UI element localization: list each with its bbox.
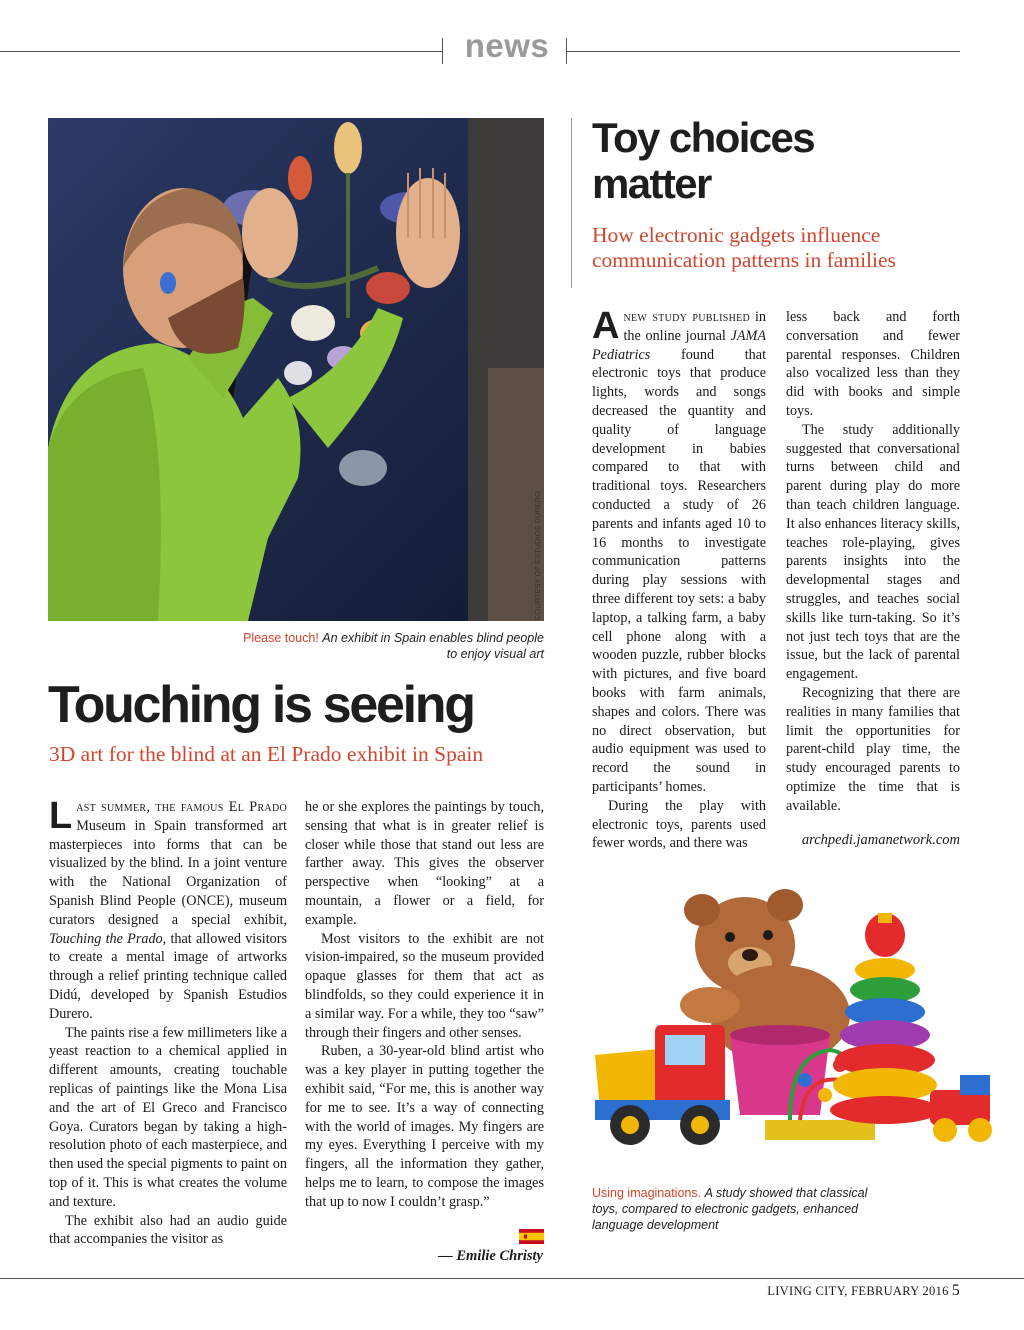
- lead-in-1: ast summer, the famous El Prado: [76, 799, 287, 815]
- article2-column-1: [592, 305, 767, 853]
- article2-text-1b: found that electronic toys that produce lights, words and songs decreased the quantity and quality of language development in babies compared to that with traditional toys. Researchers conducted a study of 26 parents and infants aged 10 to 16 months to investigate communication patterns during play sessions with three different toy sets: a baby laptop, a talking farm, a baby cell phone along with a wooden puzzle, rubber blocks with pictures, and five board books with farm animals, shapes and colors. There was no direct observation, but audio equipment was used to record the sound in participants’ homes.: [592, 346, 767, 795]
- article1-column-2: [305, 798, 544, 1212]
- article2-paragraph-4: The study additionally suggested that conversational turns between child and parent during play do more than teach children language. It also enhances literacy skills, teaches role-playing, gives parents insights into the developmental stages and struggles, and teaches social skills like turn-taking. So it’s not just tech toys that are the issue, but the lack of parental engagement.: [786, 421, 960, 683]
- page-number: 5: [951, 1282, 960, 1299]
- article1-paragraph-1: [49, 795, 287, 1024]
- article1-byline: — Emilie Christy: [438, 1248, 543, 1264]
- lead-in-2: new study published: [623, 309, 751, 325]
- article2-paragraph-3: less back and forth conversation and fewer parental responses. Children also vocalized less than they did with books and simple toys.: [786, 309, 960, 419]
- exhibit-title: Touching the Prado: [49, 930, 163, 947]
- toys-photo: [590, 875, 1010, 1175]
- article1-paragraph-4: he or she explores the paintings by touch, sensing that what is in greater relief is closer while those that stand out less are farther away. This gives the observer perspective when “looking” at a mountain, a flower or a field, for example.: [305, 799, 544, 928]
- dropcap-a: A: [592, 305, 620, 347]
- article2-headline-line1: Toy choices: [592, 114, 815, 161]
- article2-headline: [592, 115, 814, 207]
- article1-text-1b: , that allowed visitors to create a mental image of artworks through a relief printing technique called Didú, developed by Spanish Estudios Durero.: [49, 930, 287, 1022]
- article2-text-1a: in the online journal: [623, 309, 767, 344]
- dropcap-l: L: [49, 795, 73, 837]
- article2-headline-line2: matter: [592, 160, 711, 207]
- caption-text-1: An exhibit in Spain enables blind people to enjoy visual art: [322, 631, 544, 661]
- article1-paragraph-6: Ruben, a 30-year-old blind artist who was a key player in putting together the exhibit said, “For me, this is another way for me to see. It’s a way of connecting with the world of images. My fingers are my eyes. Everything I perceive with my fingers, all the information they gather, helps me to learn, to compose the images that up to now I couldn’t grasp.”: [305, 1043, 544, 1210]
- journal-name: JAMA Pediatrics: [592, 327, 766, 363]
- article1-text-1a: Museum in Spain transformed art masterpieces into forms that can be visualized by the blind. In a joint venture with the National Organization of Spanish Blind People (ONCE), museum curators designed a special exhibit,: [49, 817, 287, 928]
- publication-name: LIVING CITY, FEBRUARY 2016: [767, 1284, 949, 1298]
- footer-rule: [0, 1278, 1024, 1279]
- article1-paragraph-3: The exhibit also had an audio guide that accompanies the visitor as: [49, 1212, 287, 1248]
- header-rule-right: [566, 51, 960, 52]
- exhibit-photo: [48, 118, 544, 621]
- article2-source: archpedi.jamanetwork.com: [801, 832, 960, 848]
- article1-paragraph-5: Most visitors to the exhibit are not vision-impaired, so the museum provided opaque glasses for them that act as blindfolds, so they could experience it in a similar way. For a while, they too “saw” through their fingers and other senses.: [305, 930, 544, 1041]
- photo-credit-1: COURTESY OF ESTUDIOS DURERO: [533, 491, 542, 620]
- spain-flag-icon: [519, 1229, 544, 1244]
- article2-paragraph-5: Recognizing that there are realities in many families that limit the opportunities for parent-child play time, the study encouraged parents to optimize the time that is available.: [786, 684, 960, 814]
- exhibit-photo-illustration: [48, 118, 544, 621]
- toys-photo-illustration: [590, 875, 1010, 1175]
- photo-caption-1: [230, 630, 544, 662]
- header-rule-left: [0, 51, 442, 52]
- header-tick-left: [442, 38, 443, 64]
- article2-column-2: [786, 308, 960, 816]
- photo-caption-2: [592, 1185, 892, 1233]
- page-folio: [767, 1282, 960, 1300]
- column-rule: [571, 118, 572, 288]
- article2-dek-line1: How electronic gadgets influence: [592, 223, 881, 247]
- article2-paragraph-1: [592, 305, 767, 797]
- caption-lead-1: Please touch!: [243, 631, 319, 645]
- article2-dek-line2: communication patterns in families: [592, 248, 896, 272]
- section-label: news: [464, 27, 550, 64]
- article2-dek: [592, 223, 896, 273]
- article1-paragraph-2: The paints rise a few millimeters like a yeast reaction to a chemical applied in different amounts, creating touchable replicas of paintings like the Mona Lisa and the art of El Greco and Francisco Goya. Curators began by taking a high-resolution photo of each masterpiece, and then used the special pigments to paint on top of it. This is what creates the volume and texture.: [49, 1024, 287, 1210]
- caption-lead-2: Using imaginations.: [592, 1186, 702, 1200]
- caption-text-2: A study showed that classical toys, compared to electronic gadgets, enhanced language development: [592, 1186, 868, 1232]
- article1-column-1: [49, 795, 287, 1249]
- article1-headline: Touching is seeing: [48, 676, 474, 734]
- article2-paragraph-2: During the play with electronic toys, parents used fewer words, and there was: [592, 797, 766, 852]
- article1-dek: 3D art for the blind at an El Prado exhibit in Spain: [49, 742, 484, 766]
